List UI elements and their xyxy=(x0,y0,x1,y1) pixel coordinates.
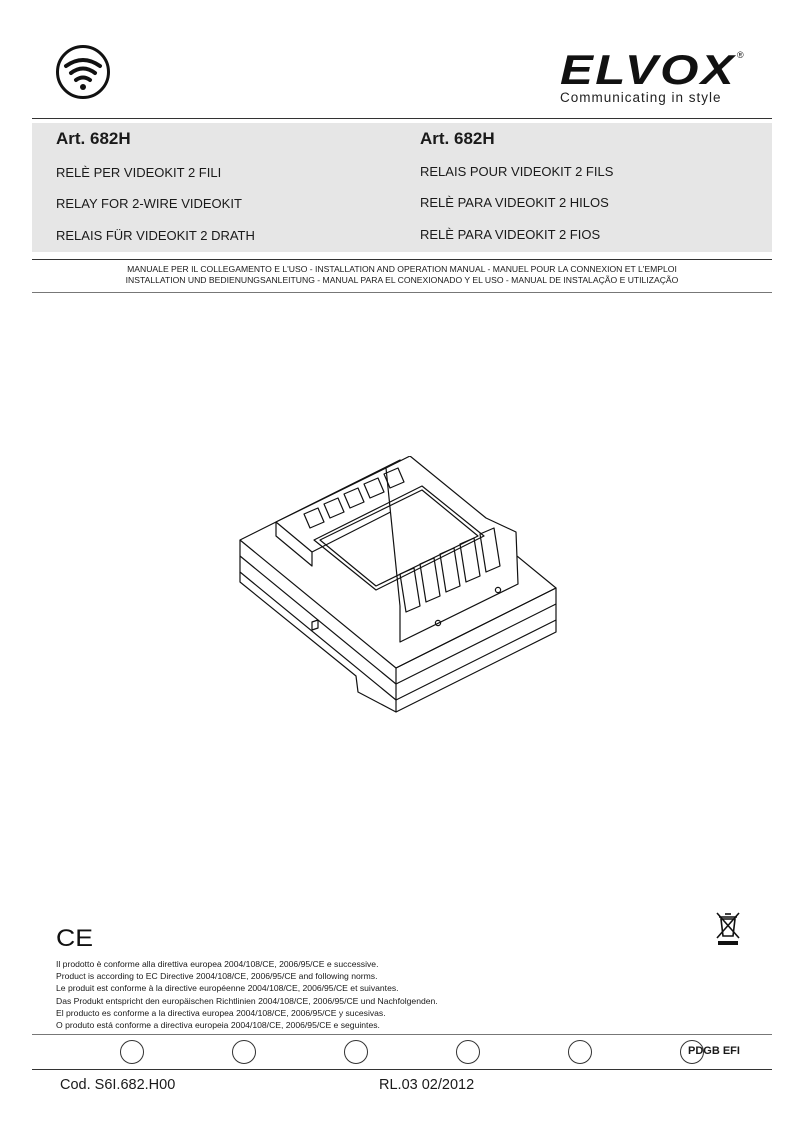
compliance-line: Il prodotto è conforme alla direttiva europea 2004/108/CE, 2006/95/CE e successive. xyxy=(56,959,379,969)
brand-name: ELVOX xyxy=(560,48,738,90)
title-line: RELÈ PARA VIDEOKIT 2 FIOS xyxy=(420,227,601,242)
brand-tagline: Communicating in style xyxy=(560,90,722,105)
circle-marker xyxy=(568,1040,592,1064)
compliance-line: Das Produkt entspricht den europäischen Richtlinien 2004/108/CE, 2006/95/CE und Nachfolgenden. xyxy=(56,995,438,1006)
circle-marker xyxy=(344,1040,368,1064)
compliance-statements xyxy=(56,958,438,1031)
article-number: Art. 682H xyxy=(56,129,131,148)
language-codes: PDGB EFI xyxy=(688,1045,740,1057)
title-line: RELAY FOR 2-WIRE VIDEOKIT xyxy=(56,196,242,211)
title-line: RELÈ PARA VIDEOKIT 2 HILOS xyxy=(420,195,609,210)
header-rule xyxy=(32,118,772,119)
section-rule xyxy=(32,259,772,260)
document-code: Cod. S6I.682.H00 xyxy=(60,1077,176,1093)
compliance-line: Le produit est conforme à la directive européenne 2004/108/CE, 2006/95/CE et suivantes. xyxy=(56,983,399,994)
compliance-line: El producto es conforme a la directiva europea 2004/108/CE, 2006/95/CE y sucesivas. xyxy=(56,1007,386,1018)
svg-text:CE: CE xyxy=(56,926,93,948)
title-band xyxy=(32,123,772,252)
section-rule xyxy=(32,292,772,293)
device-illustration xyxy=(236,456,570,716)
manual-languages xyxy=(32,264,772,286)
wireless-circle-icon xyxy=(54,44,112,100)
title-line: RELAIS FÜR VIDEOKIT 2 DRATH xyxy=(56,228,255,243)
title-line: RELÈ PER VIDEOKIT 2 FILI xyxy=(56,165,222,180)
compliance-line: O produto está conforme a directiva europeia 2004/108/CE, 2006/95/CE e seguintes. xyxy=(56,1020,380,1031)
circle-marker xyxy=(120,1040,144,1064)
ce-mark-icon xyxy=(56,926,96,948)
circle-marker xyxy=(232,1040,256,1064)
circle-marker xyxy=(456,1040,480,1064)
brand-logo xyxy=(558,48,748,106)
title-line: RELAIS POUR VIDEOKIT 2 FILS xyxy=(420,164,614,179)
document-revision: RL.03 02/2012 xyxy=(379,1077,475,1093)
article-number: Art. 682H xyxy=(420,129,495,148)
registered-mark: ® xyxy=(737,50,744,60)
compliance-line: Product is according to EC Directive 2004/108/CE, 2006/95/CE and following norms. xyxy=(56,971,378,982)
crossed-bin-icon xyxy=(714,910,742,946)
manual-line: MANUALE PER IL COLLEGAMENTO E L'USO - INSTALLATION AND OPERATION MANUAL - MANUEL POUR LA CONNEXION ET L'EMPLOI xyxy=(127,264,677,274)
footer-rule xyxy=(32,1034,772,1035)
footer-rule xyxy=(32,1069,772,1070)
brand-wordmark xyxy=(560,48,746,90)
manual-line: INSTALLATION UND BEDIENUNGSANLEITUNG - MANUAL PARA EL CONEXIONADO Y EL USO - MANUAL DE INSTALAÇÃO E UTILIZAÇÃO xyxy=(125,275,679,285)
